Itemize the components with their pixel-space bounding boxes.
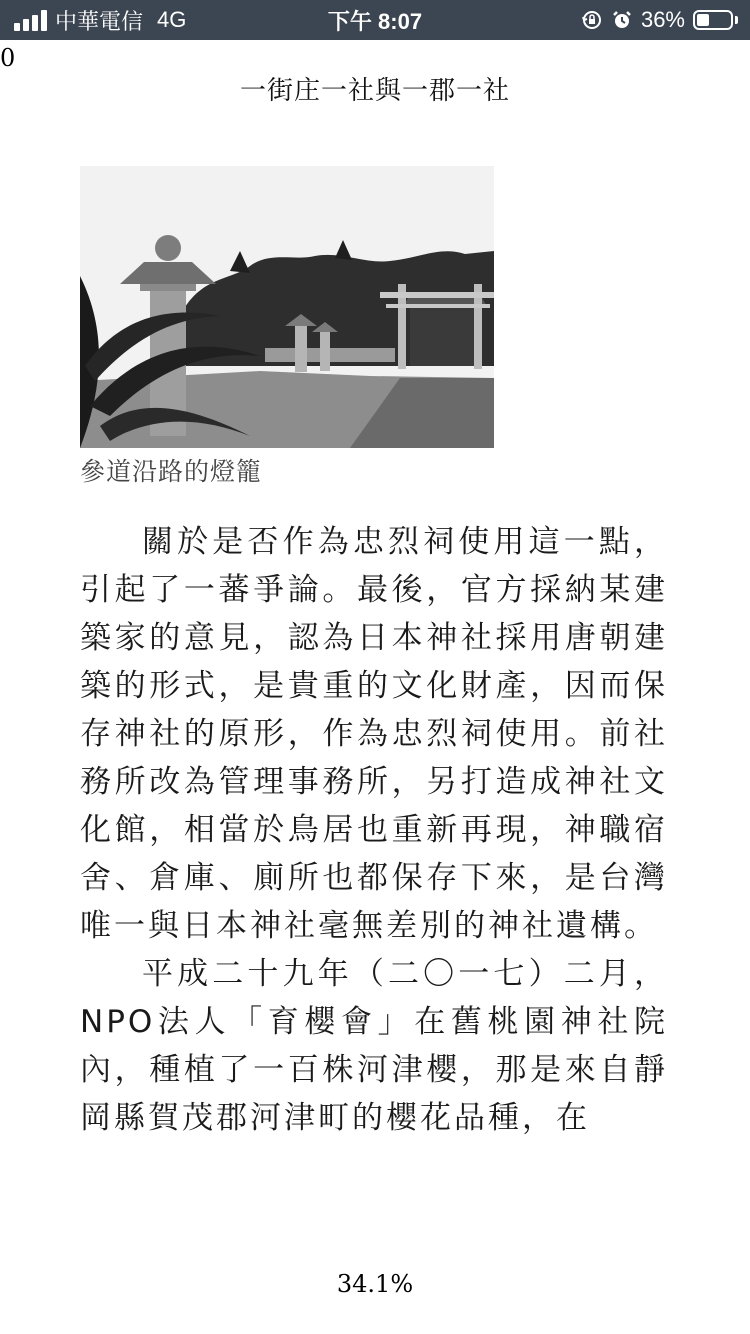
body-paragraph: 平成二十九年（二〇一七）二月，NPO法人「育櫻會」在舊桃園神社院內，種植了一百株河津櫻，那是來自靜岡縣賀茂郡河津町的櫻花品種，在: [80, 956, 668, 1136]
network-type: 4G: [157, 7, 187, 32]
shrine-photo-illustration: [80, 166, 494, 448]
battery-percentage: 36%: [640, 7, 685, 32]
clock-time: 下午 8:07: [327, 8, 423, 34]
page-number: 0: [0, 44, 16, 72]
alarm-clock-icon: [611, 9, 633, 31]
battery-icon: [693, 10, 733, 30]
battery-cap: [735, 16, 738, 24]
status-bar-right: [581, 0, 738, 40]
carrier-name: 中華電信: [55, 8, 144, 34]
chapter-body-text: [80, 518, 668, 1142]
chapter-title: 一街庄一社與一郡一社: [239, 76, 510, 106]
status-bar: [0, 0, 750, 40]
reading-progress: 34.1%: [336, 1270, 414, 1298]
photo-caption: 參道沿路的燈籠: [80, 457, 263, 486]
shrine-lantern-photo[interactable]: [80, 166, 494, 448]
status-bar-left: [14, 0, 186, 40]
orientation-lock-icon: [581, 9, 603, 31]
battery-fill: [697, 14, 709, 26]
body-paragraph: 關於是否作為忠烈祠使用這一點，引起了一蕃爭論。最後，官方採納某建築家的意見，認為日本神社採用唐朝建築的形式，是貴重的文化財產，因而保存神社的原形，作為忠烈祠使用。前社務所改為管理事務所，另打造成神社文化館，相當於鳥居也重新再現，神職宿舍、倉庫、廁所也都保存下來，是台灣唯一與日本神社毫無差別的神社遺構。: [80, 524, 668, 944]
cellular-signal-icon: [14, 9, 47, 31]
